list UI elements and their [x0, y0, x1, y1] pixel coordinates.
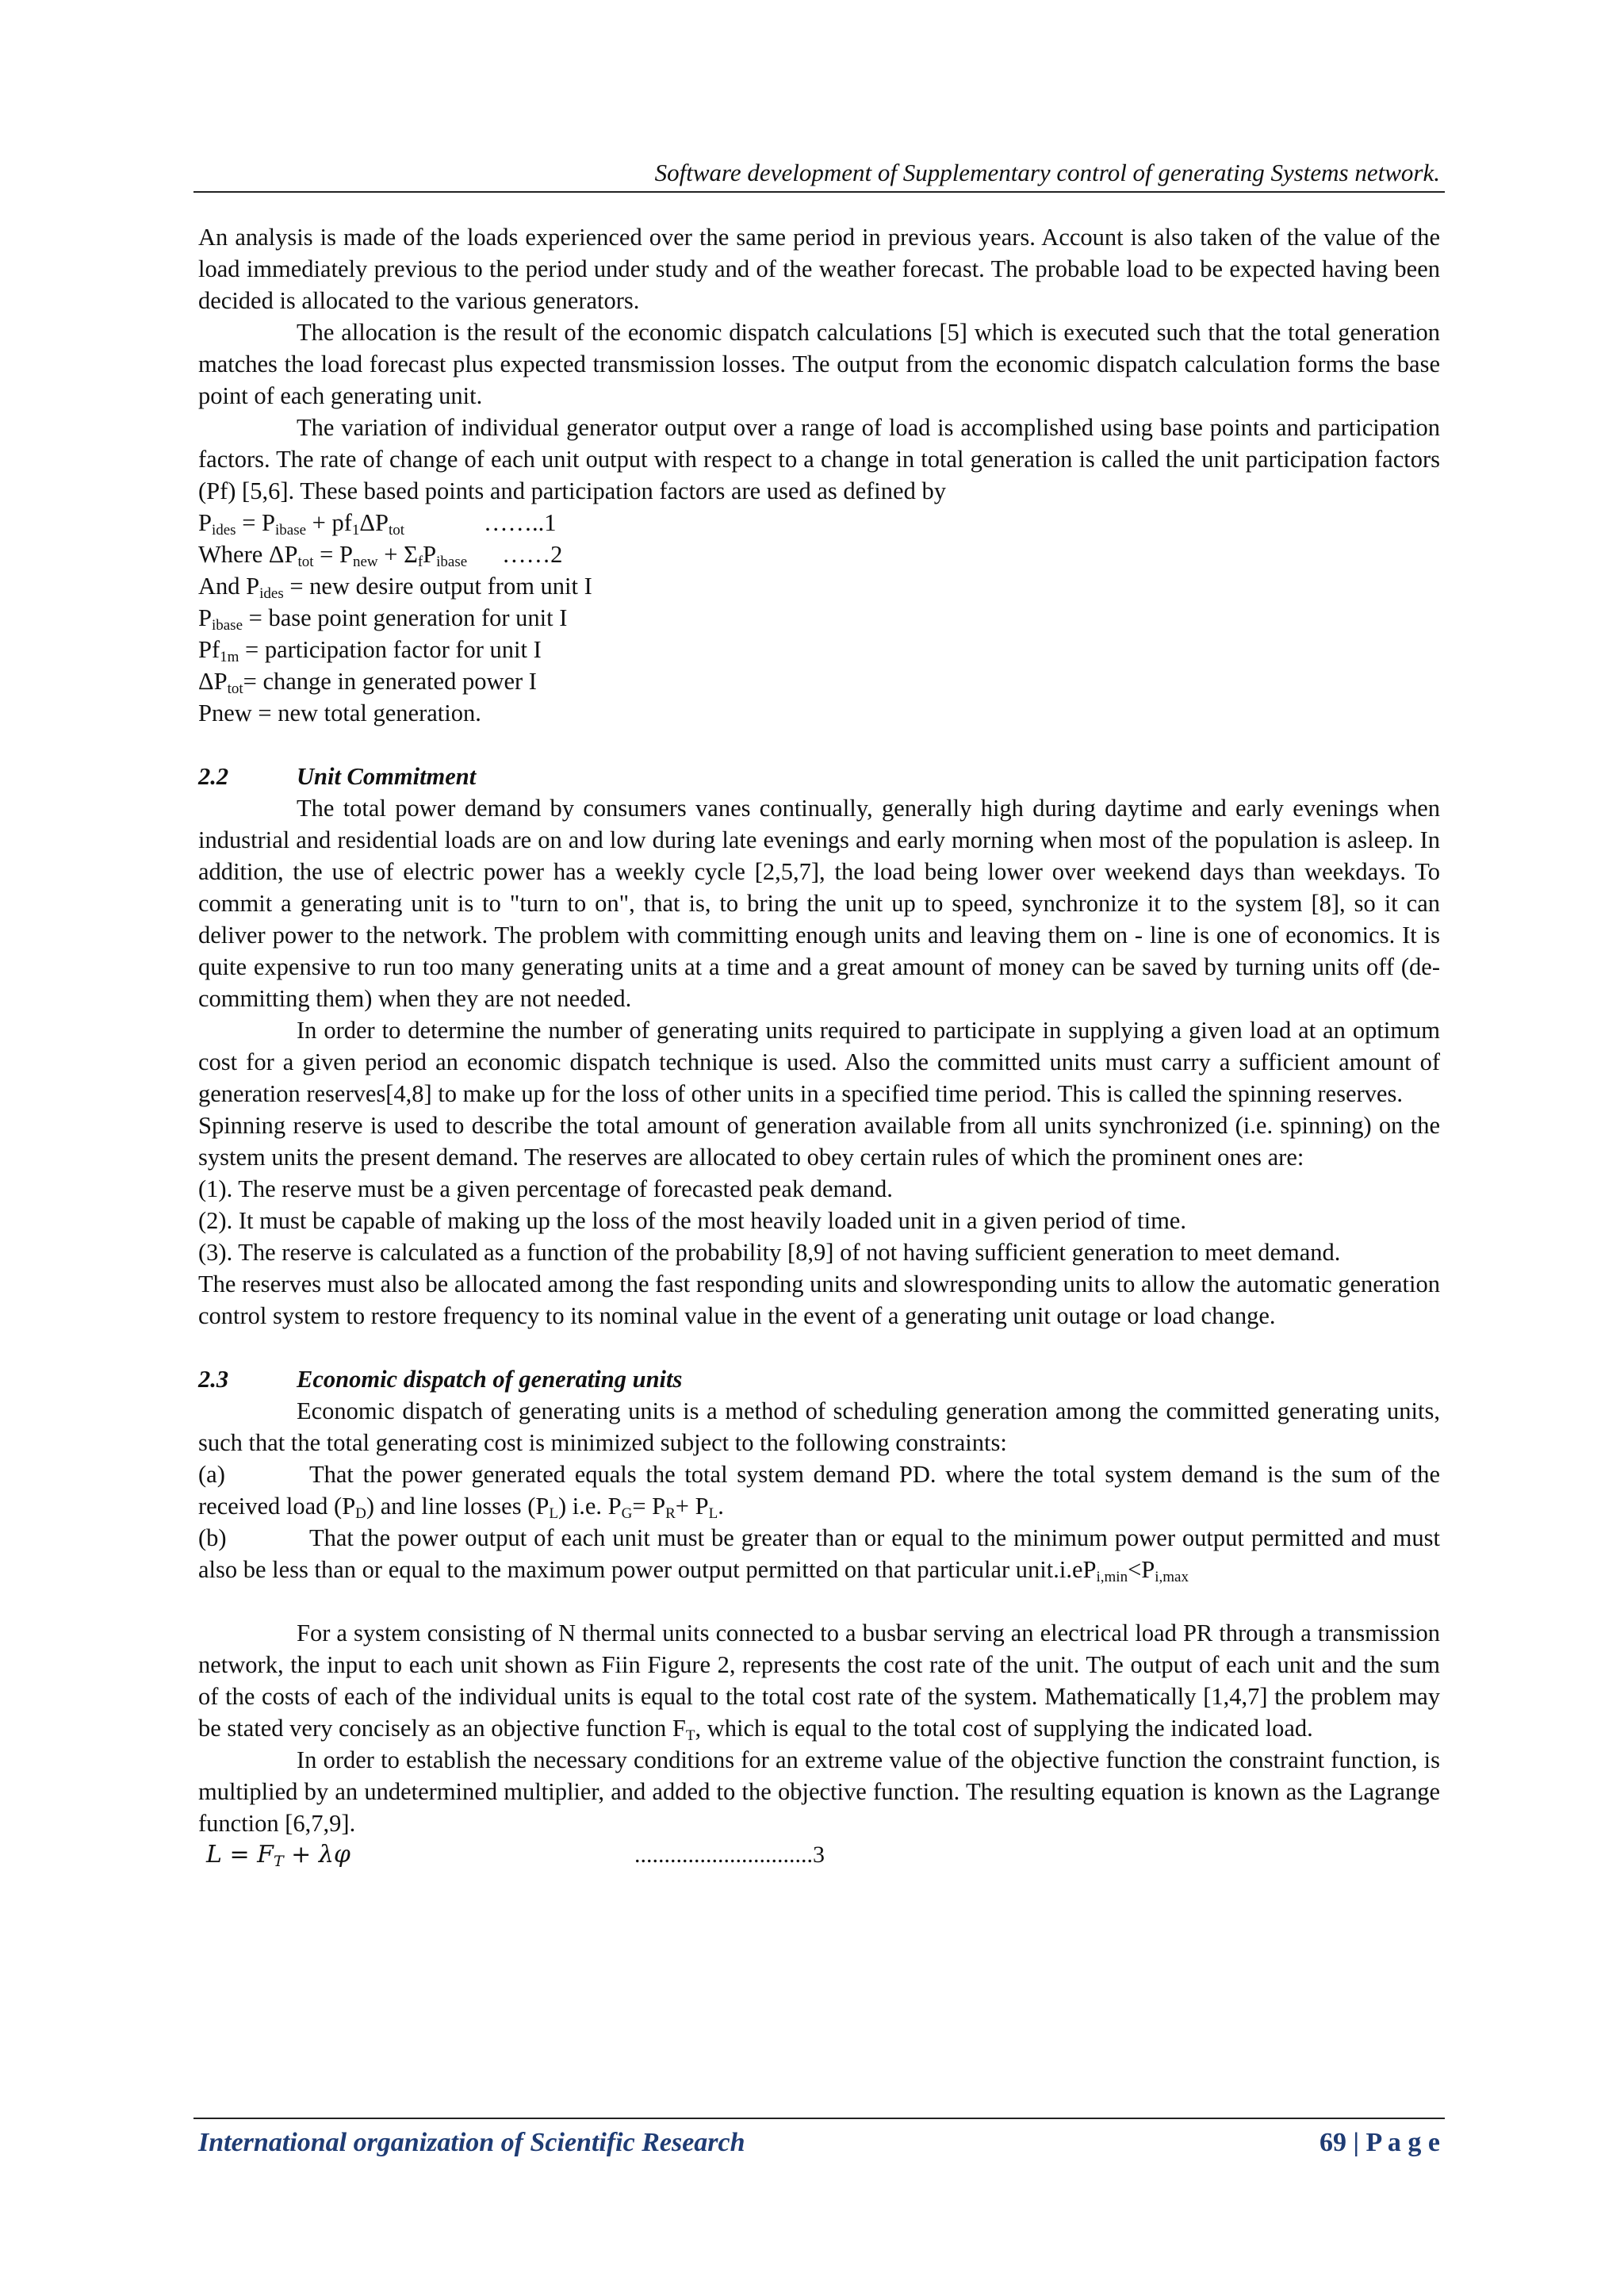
equation-1: $P_{ides} = P_{ibase} + pf_1\Delta P_{tot}$ ……..1 [198, 509, 557, 539]
constraint-b: (b) That the power output of each unit must be greater than or equal to the minimum power output permitted and must also be less than or equal to the maximum power output permitted on that particular $unit.i.eP_{i,min}<P_{i,max}$ [198, 1524, 1440, 1585]
section-title: Unit Commitment [297, 763, 477, 790]
equation-3: $L = F_T + \lambda\varphi$ ..............................3 [206, 1841, 825, 1870]
section-number: 2.2 [198, 763, 229, 790]
journal-name: International organization of Scientific Research [198, 2128, 745, 2157]
section-heading-2-2 [198, 761, 1440, 792]
paragraph: The total power demand by consumers vanes continually, generally high during daytime and early evenings when industrial and residential loads are on and low during late evenings and early morning when most of the population is asleep. In addition, the use of electric power has a weekly cycle [2,5,7], the load being lower over weekend days than weekdays. To commit a generating unit is to "turn to on", that is, to bring the unit up to speed, synchronize it to the system [8], so it can deliver power to the network. The problem with committing enough units and leaving them on - line is one of economics. It is quite expensive to run too many generating units at a time and a great amount of money can be saved by turning units off (de-committing them) when they are not needed. [198, 795, 1440, 1012]
definition: $P_{ibase}$ = base point generation for unit I [198, 604, 568, 634]
equation-2: Where $\Delta P_{tot} = P_{new} + \Sigma_fP_{ibase}$ ……2 [198, 541, 563, 570]
definition: Pnew = new total generation. [198, 700, 481, 726]
running-header: Software development of Supplementary control of generating Systems network. [654, 159, 1440, 186]
equation-number: ……..1 [484, 509, 557, 536]
page-number: 69 | P a g e [1320, 2128, 1440, 2157]
paragraph: The allocation is the result of the economic dispatch calculations [5] which is executed such that the total generation matches the load forecast plus expected transmission losses. The output from the economic dispatch calculation forms the base point of each generating unit. [198, 319, 1440, 409]
section-heading-2-3 [198, 1363, 1440, 1395]
paragraph: An analysis is made of the loads experienced over the same period in previous years. Account is also taken of the value of the load immediately previous to the period under study and of the weather forecast. The probable load to be expected having been decided is allocated to the various generators. [198, 224, 1440, 314]
footer [198, 2124, 1440, 2162]
footer-rule [193, 2118, 1445, 2119]
header-rule [193, 191, 1445, 193]
equation-number: ..............................3 [634, 1842, 825, 1868]
constraint-a: (a) That the power generated equals the total system demand PD. where the total system demand is the sum of the received load $(P_D)$ and line losses $(P_L)$ i.e. $P_G= P_R+ P_L$. [198, 1461, 1440, 1522]
list-item: (1). The reserve must be a given percentage of forecasted peak demand. [198, 1175, 893, 1202]
paragraph: Spinning reserve is used to describe the total amount of generation available from all units synchronized (i.e. spinning) on the system units the present demand. The reserves are allocated to obey certain rules of which the prominent ones are: [198, 1112, 1440, 1171]
paragraph: The variation of individual generator output over a range of load is accomplished using base points and participation factors. The rate of change of each unit output with respect to a change in total generation is called the unit participation factors (Pf) [5,6]. These based points and participation factors are used as defined by [198, 414, 1440, 504]
definition: $\Delta P_{tot}=$ change in generated power I [198, 668, 537, 697]
paragraph: For a system consisting of N thermal units connected to a busbar serving an electrical load PR through a transmission network, the input to each unit shown as Fiin Figure 2, represents the cost rate of the unit. The output of each unit and the sum of the costs of each of the individual units is equal to the total cost rate of the system. Mathematically [1,4,7] the problem may be stated very concisely as an objective function $F_T$, which is equal to the total cost of supplying the indicated load. [198, 1619, 1440, 1744]
list-item: (3). The reserve is calculated as a function of the probability [8,9] of not having sufficient generation to meet demand. [198, 1239, 1341, 1266]
paragraph: The reserves must also be allocated among the fast responding units and slowresponding units to allow the automatic generation control system to restore frequency to its nominal value in the event of a generating unit outage or load change. [198, 1271, 1440, 1329]
list-item: (2). It must be capable of making up the loss of the most heavily loaded unit in a given period of time. [198, 1207, 1186, 1234]
paragraph: Economic dispatch of generating units is a method of scheduling generation among the committed generating units, such that the total generating cost is minimized subject to the following constraints: [198, 1397, 1440, 1456]
equation-number: ……2 [502, 541, 563, 568]
paragraph: In order to determine the number of generating units required to participate in supplying a given load at an optimum cost for a given period an economic dispatch technique is used. Also the committed units must carry a sufficient amount of generation reserves[4,8] to make up for the loss of other units in a specified time period. This is called the spinning reserves. [198, 1017, 1440, 1107]
definition: $Pf_{1m}$ = participation factor for unit I [198, 636, 542, 665]
section-number: 2.3 [198, 1366, 229, 1393]
definition: And $P_{ides}$ = new desire output from unit I [198, 573, 592, 602]
section-title: Economic dispatch of generating units [297, 1366, 683, 1393]
body-text [198, 221, 1440, 1874]
paragraph: In order to establish the necessary conditions for an extreme value of the objective function the constraint function, is multiplied by an undetermined multiplier, and added to the objective function. The resulting equation is known as the Lagrange function [6,7,9]. [198, 1746, 1440, 1837]
